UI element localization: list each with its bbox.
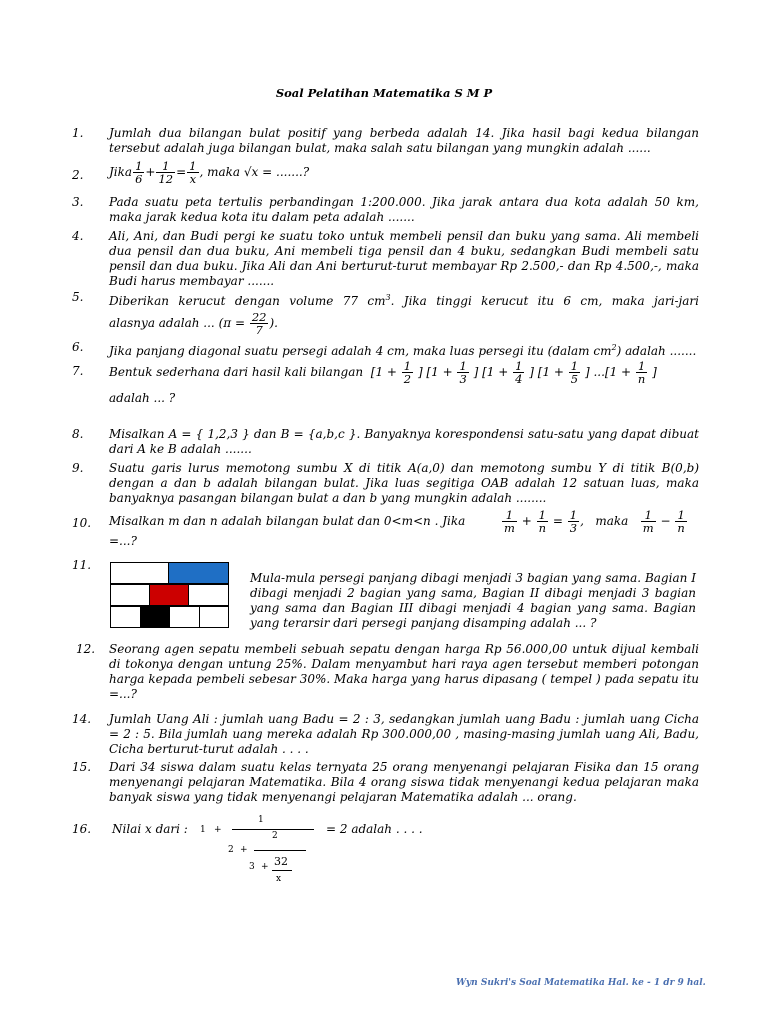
question-text: [109, 290, 699, 336]
segment: [189, 585, 228, 605]
operator: −: [660, 514, 671, 528]
question-number: 8.: [72, 427, 84, 441]
operator: +: [261, 862, 269, 872]
page-title: Soal Pelatihan Matematika S M P: [275, 86, 493, 100]
fraction: [513, 360, 524, 385]
text-segment: [1 +: [370, 365, 397, 379]
question-number: 3.: [72, 195, 84, 209]
numerator: 2: [272, 831, 278, 841]
question-number: 7.: [72, 364, 84, 378]
shaded-segment: [169, 563, 228, 583]
page-footer: Wyn Sukri's Soal Matematika Hal. ke - 1 dr 9 hal.: [456, 978, 706, 988]
text-segment: Nilai x dari :: [112, 822, 188, 836]
fraction: [502, 509, 517, 534]
text-segment: Bentuk sederhana dari hasil kali bilangan: [109, 365, 364, 379]
operator: +: [240, 845, 248, 855]
question-text: Suatu garis lurus memotong sumbu X di titik A(a,0) dan memotong sumbu Y di titik B(0,b) dengan a dan b adalah bilangan bulat. Jika luas segitiga OAB adalah 12 satuan luas, maka banyaknya pasangan bilangan bulat a dan b yang mungkin adalah ........: [109, 461, 699, 505]
text-segment: =...?: [109, 534, 137, 548]
numerator: 1: [569, 508, 578, 522]
numerator: 1: [258, 815, 264, 825]
segment: [111, 563, 169, 583]
fraction: [457, 360, 468, 385]
divided-rectangle-figure: [110, 562, 229, 629]
denominator: 3: [569, 521, 578, 535]
text-segment: ] [1 +: [417, 365, 453, 379]
question-text: Seorang agen sepatu membeli sebuah sepatu dengan harga Rp 56.000,00 untuk dijual kembali di tokonya dengan untung 25%. Dalam menyambut hari raya agen tersebut memberi potongan harga kepada pembeli sebesar 30%. Maka harga yang harus dipasang ( tempel ) pada sepatu itu =...?: [109, 642, 699, 701]
operator: +: [145, 165, 156, 179]
question-text: [109, 509, 699, 548]
numerator: 1: [135, 159, 143, 173]
numerator: 1: [537, 509, 548, 522]
fraction-bar: [272, 870, 292, 871]
fraction: [156, 160, 175, 185]
segment: [170, 607, 200, 627]
denominator: 4: [515, 372, 523, 386]
denominator: 5: [570, 372, 579, 386]
numerator: 1: [675, 509, 686, 522]
rectangle-part-1: [110, 562, 229, 584]
question-11-text: Mula-mula persegi panjang dibagi menjadi 3 bagian yang sama. Bagian I dibagi menjadi 2 bagian yang sama, Bagian II dibagi menjadi 3 bagian yang sama dan Bagian III dibagi menjadi 4 bagian yang sama. Bagian yang terarsir dari persegi panjang disamping adalah ... ?: [250, 571, 696, 630]
segment: [200, 607, 229, 627]
fraction: [187, 160, 198, 185]
denominator: 7: [255, 323, 263, 337]
numerator: 1: [570, 359, 579, 373]
text-segment: , maka √x = .......?: [199, 165, 310, 179]
fraction: [537, 509, 548, 534]
question-text: [109, 360, 699, 405]
superscript: 3: [385, 293, 391, 302]
question-number: 15.: [72, 760, 92, 774]
text-segment: adalah ... ?: [109, 391, 176, 405]
text-segment: ] ...[1 +: [584, 365, 632, 379]
text-segment: alasnya adalah ... (π =: [109, 316, 246, 330]
operator: =: [552, 514, 563, 528]
text-segment: Misalkan m dan n adalah bilangan bulat dan 0<m<n . Jika: [109, 514, 466, 528]
rectangle-part-2: [110, 584, 229, 606]
denominator: m: [642, 521, 654, 535]
numerator: 1: [156, 160, 175, 173]
denominator: 3: [459, 372, 467, 386]
text-segment: . Jika tinggi kerucut itu 6 cm, maka jari-jari: [390, 294, 700, 308]
fraction: [250, 311, 269, 336]
text-segment: Jika panjang diagonal suatu persegi adalah 4 cm, maka luas persegi itu (dalam cm: [109, 344, 612, 358]
numerator: 1: [459, 359, 467, 373]
operator: =: [176, 165, 187, 179]
denominator: 2: [403, 372, 412, 386]
fraction: [568, 509, 579, 534]
numerator: 22: [251, 310, 267, 324]
text-segment: ] [1 +: [473, 365, 509, 379]
text-segment: maka: [595, 514, 629, 528]
question-number: 10.: [72, 516, 92, 530]
question-text: Dari 34 siswa dalam suatu kelas ternyata 25 orang menyenangi pelajaran Fisika dan 15 orang menyenangi pelajaran Matematika. Bila 4 orang siswa tidak menyenangi kedua pelajaran maka banyak siswa yang tidak menyenangi pelajaran Matematika adalah ... orang.: [109, 760, 699, 804]
denominator: 12: [158, 172, 174, 186]
question-number: 9.: [72, 461, 84, 475]
question-text: Jumlah Uang Ali : jumlah uang Badu = 2 : 3, sedangkan jumlah uang Badu : jumlah uang Cicha = 2 : 5. Bila jumlah uang mereka adalah Rp 300.000,00 , masing-masing jumlah uang Ali, Badu, Cicha berturut-turut adalah . . . .: [109, 712, 699, 756]
operator: +: [521, 514, 532, 528]
numerator: 1: [515, 359, 523, 373]
operator: +: [214, 825, 222, 835]
text-segment: Diberikan kerucut dengan volume 77 cm: [109, 294, 386, 308]
question-number: 5.: [72, 290, 84, 304]
denominator: 6: [135, 172, 143, 186]
fraction: [636, 360, 647, 385]
numerator: 1: [189, 159, 197, 173]
denominator: x: [276, 874, 282, 884]
question-number: 11.: [72, 558, 92, 572]
denominator: n: [538, 521, 547, 535]
question-number: 16.: [72, 822, 92, 836]
text-segment: Jika: [109, 165, 133, 179]
numerator: 1: [636, 360, 647, 373]
question-number: 4.: [72, 229, 84, 243]
question-text: Misalkan A = { 1,2,3 } dan B = {a,b,c }. Banyaknya korespondensi satu-satu yang dapat dibuat dari A ke B adalah .......: [109, 427, 699, 456]
fraction: [641, 509, 656, 534]
term: 3: [249, 862, 255, 872]
text-segment: = 2 adalah . . . .: [326, 822, 423, 836]
question-number: 2.: [72, 168, 84, 182]
denominator: x: [189, 172, 197, 186]
term: 2: [228, 845, 234, 855]
question-text: Jumlah dua bilangan bulat positif yang berbeda adalah 14. Jika hasil bagi kedua bilangan tersebut adalah juga bilangan bulat, maka salah satu bilangan yang mungkin adalah ......: [109, 126, 699, 155]
text-segment: ] [1 +: [529, 365, 564, 379]
text-segment: ) adalah .......: [616, 344, 697, 358]
numerator: 1: [502, 509, 517, 522]
fraction: [675, 509, 686, 534]
fraction: [133, 160, 144, 185]
shaded-segment: [141, 607, 171, 627]
fraction-bar: [254, 850, 306, 851]
question-text: [109, 340, 699, 359]
segment: [111, 585, 150, 605]
text-segment: ).: [269, 316, 278, 330]
question-text: Pada suatu peta tertulis perbandingan 1:200.000. Jika jarak antara dua kota adalah 50 km, maka jarak kedua kota itu dalam peta adalah .......: [109, 195, 699, 224]
fraction: [569, 360, 580, 385]
question-number: 12.: [76, 642, 96, 656]
question-number: 1.: [72, 126, 84, 140]
denominator: n: [677, 521, 685, 535]
question-number: 14.: [72, 712, 92, 726]
numerator: 1: [403, 359, 412, 373]
shaded-segment: [150, 585, 188, 605]
denominator: m: [504, 521, 515, 535]
question-text: Ali, Ani, dan Budi pergi ke suatu toko untuk membeli pensil dan buku yang sama. Ali membeli dua pensil dan dua buku, Ani membeli tiga pensil dan 4 buku, sedangkan Budi membeli satu pensil dan dua buku. Jika Ali dan Ani berturut-turut membayar Rp 2.500,- dan Rp 4.500,-, maka Budi harus membayar .......: [109, 229, 699, 288]
text-segment: ,: [580, 514, 584, 528]
numerator: 1: [641, 509, 656, 522]
question-number: 6.: [72, 340, 84, 354]
superscript: 2: [611, 343, 617, 352]
text-segment: ]: [652, 365, 657, 379]
fraction: [402, 360, 413, 385]
rectangle-part-3: [110, 606, 229, 628]
question-text: [109, 160, 699, 185]
numerator: 32: [274, 855, 288, 868]
denominator: n: [637, 372, 646, 386]
term: 1: [200, 825, 206, 835]
fraction-bar: [232, 829, 314, 830]
segment: [111, 607, 141, 627]
